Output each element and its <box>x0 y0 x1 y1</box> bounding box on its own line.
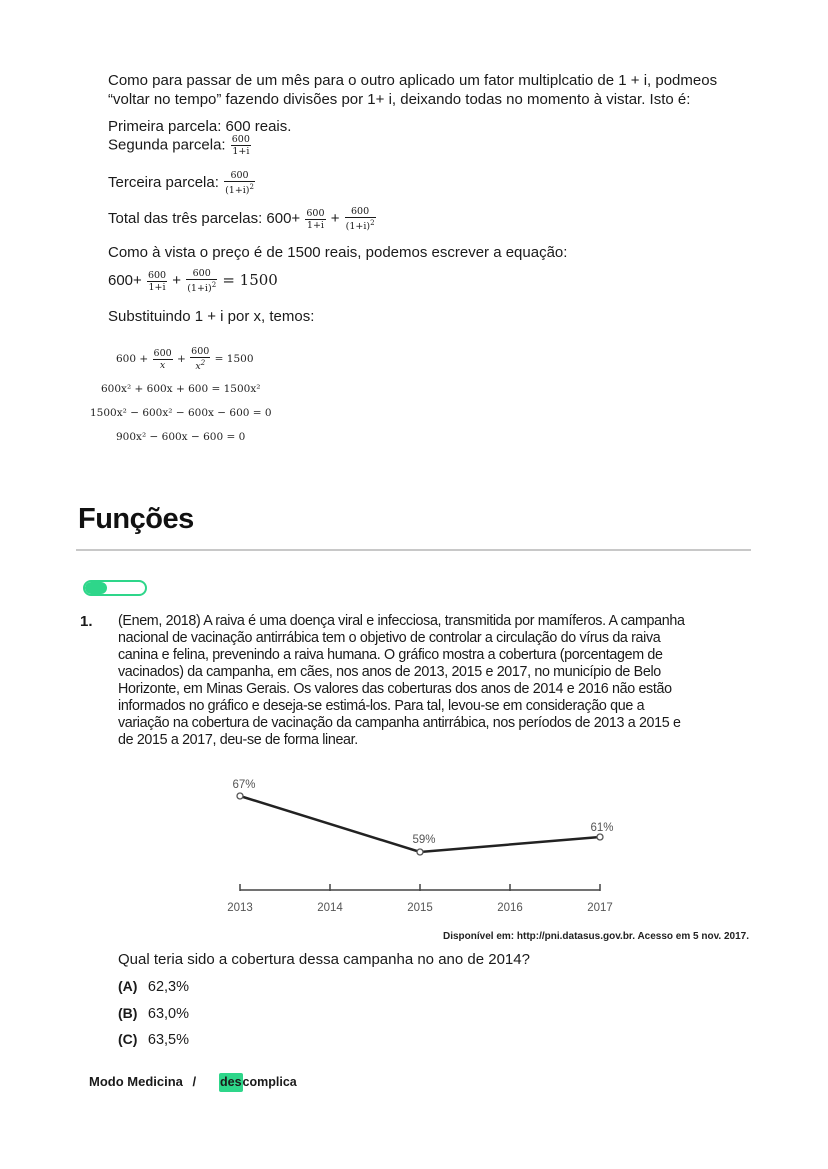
descomplica-logo: descomplica <box>219 1075 297 1089</box>
section-toggle-decoration <box>83 580 147 596</box>
question-prompt: Qual teria sido a cobertura dessa campanha no ano de 2014? <box>118 951 530 968</box>
question-text: (Enem, 2018) A raiva é uma doença viral e infecciosa, transmitida por mamíferos. A campanha nacional de vacinação antirrábica tem o objetivo de controlar a circulação do vírus da raiva canina e felina, prevenindo a raiva humana. O gráfico mostra a cobertura (porcentagem de vacinados) da campanha, em cães, nos anos de 2013, 2015 e 2017, no município de Belo Horizonte, em Minas Gerais. Os valores das coberturas dos anos de 2014 e 2016 não estão informados no gráfico e deseja-se estimá-los. Para tal, levou-se em consideração que a variação na cobertura de vacinação da campanha antirrábica, nos períodos de 2013 a 2015 e de 2015 a 2017, deu-se de forma linear. <box>118 613 685 748</box>
second-installment-label: Segunda parcela: <box>108 136 226 154</box>
x-tick-label: 2015 <box>407 902 433 914</box>
cash-price-sentence: Como à vista o preço é de 1500 reais, podemos escrever a equação: <box>108 244 568 261</box>
option-b[interactable]: (B) 63,0% <box>118 1005 190 1022</box>
fraction: $\frac{600}{(1+i)^2}$ <box>345 206 375 233</box>
footer-brand: Modo Medicina / <box>89 1074 197 1089</box>
vaccination-coverage-line-chart <box>210 770 630 920</box>
toggle-knob <box>85 582 107 594</box>
x-tick-label: 2014 <box>317 902 343 914</box>
work-line-4: 900x² − 600x − 600 = 0 <box>116 431 246 443</box>
data-label-2017: 61% <box>590 822 614 834</box>
work-line-3: 1500x² − 600x² − 600x − 600 = 0 <box>90 407 272 419</box>
option-c[interactable]: (C) 63,5% <box>118 1031 190 1048</box>
solution-intro-line-2: “voltar no tempo” fazendo divisões por 1+ i, deixando todas no momento à vistar. Isto é: <box>108 91 691 108</box>
total-label: Total das três parcelas: 600+ <box>108 210 301 228</box>
section-title: Funções <box>78 503 194 535</box>
total-installments: Total das três parcelas: 600+ $\frac{600}{1+i}$ + $\frac{600}{(1+i)^2}$ <box>108 206 375 233</box>
fraction: $\frac{600}{(1+i)^2}$ <box>187 268 217 295</box>
equation: 600+ $\frac{600}{1+i}$ + $\frac{600}{(1+i)^2}$ = 1500 <box>108 268 278 295</box>
section-divider <box>76 549 751 551</box>
data-point-2017 <box>597 834 603 840</box>
data-label-2015: 59% <box>412 834 436 846</box>
third-installment-label: Terceira parcela: <box>108 174 219 192</box>
fraction: $\frac{600}{1+i}$ <box>147 269 167 293</box>
work-line-2: 600x² + 600x + 600 = 1500x² <box>101 383 261 395</box>
work-line-1: 600 + $\frac{600}{x}$ + $\frac{600}{x^2}$ = 1500 <box>116 346 254 373</box>
third-installment <box>108 170 256 196</box>
solution-intro-line-1: Como para passar de um mês para o outro aplicado um fator multiplcatio de 1 + i, podmeos <box>108 72 718 89</box>
x-tick-label: 2016 <box>497 902 523 914</box>
second-installment <box>108 134 252 157</box>
fraction: $\frac{600}{(1+i)^2}$ <box>225 170 254 197</box>
chart-source: Disponível em: http://pni.datasus.gov.br. Acesso em 5 nov. 2017. <box>442 931 749 942</box>
question-number: 1. <box>80 613 93 630</box>
data-point-2013 <box>237 793 243 799</box>
first-installment: Primeira parcela: 600 reais. <box>108 118 292 135</box>
substitution-sentence: Substituindo 1 + i por x, temos: <box>108 308 315 325</box>
data-label-2013: 67% <box>232 779 256 791</box>
x-tick-label: 2017 <box>587 902 613 914</box>
data-point-2015 <box>417 849 423 855</box>
fraction: $\frac{600}{1+i}$ <box>231 134 250 157</box>
fraction: $\frac{600}{1+i}$ <box>306 207 325 231</box>
x-tick-label: 2013 <box>227 902 253 914</box>
option-a[interactable]: (A) 62,3% <box>118 978 190 995</box>
